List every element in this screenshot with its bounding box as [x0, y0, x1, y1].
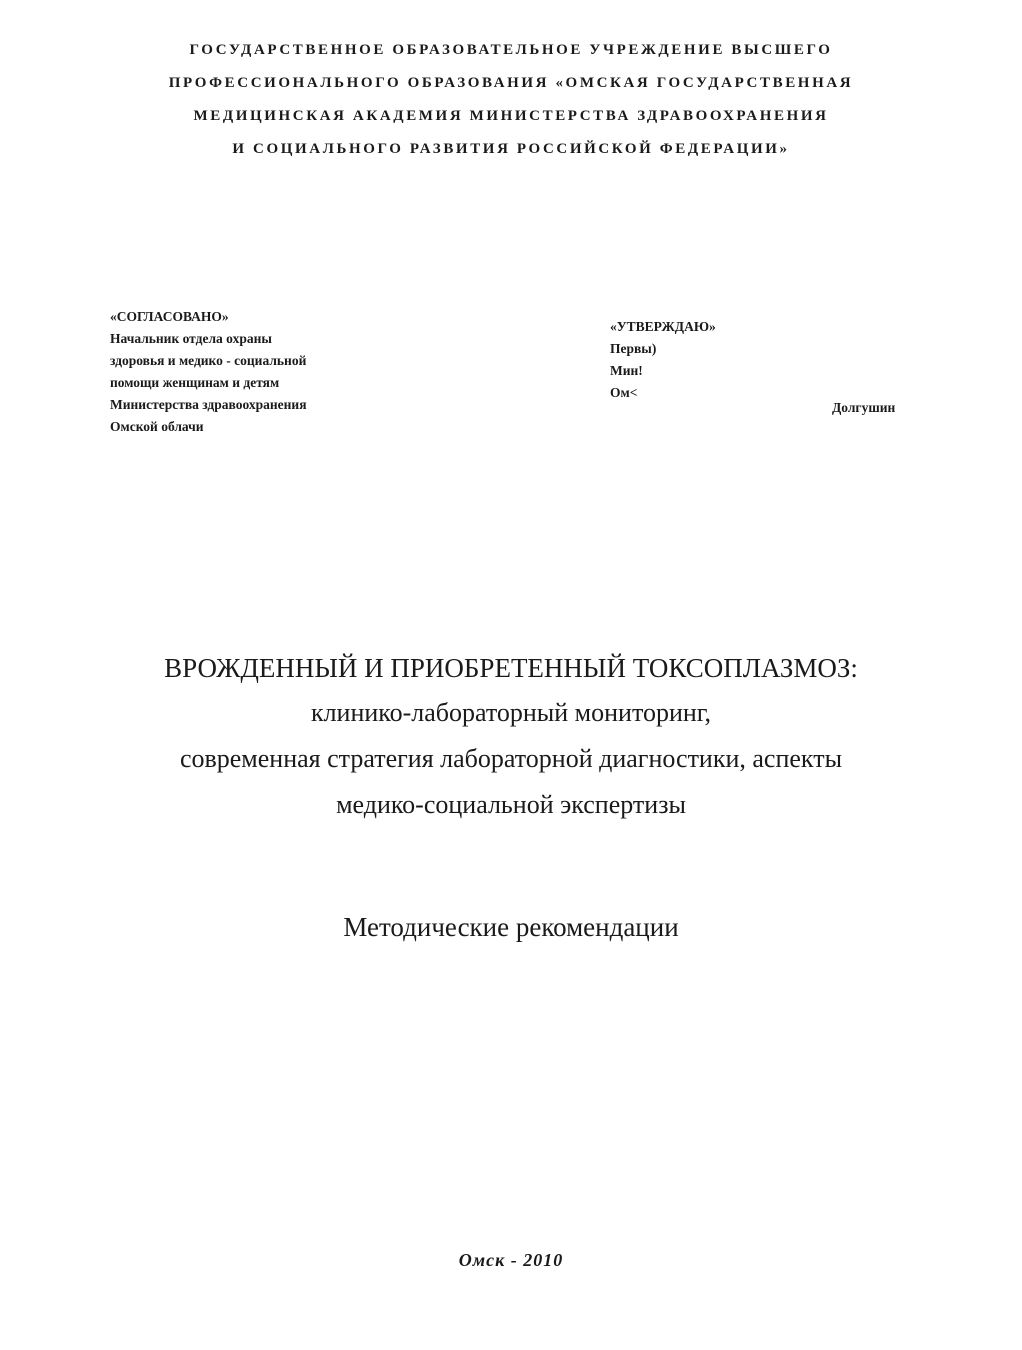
approve-line: Первы) — [610, 341, 657, 356]
header-line: МЕДИЦИНСКАЯ АКАДЕМИЯ МИНИСТЕРСТВА ЗДРАВООХРАНЕНИЯ — [193, 108, 829, 124]
main-title: ВРОЖДЕННЫЙ И ПРИОБРЕТЕННЫЙ ТОКСОПЛАЗМОЗ: — [164, 653, 858, 683]
agreed-block — [110, 306, 410, 438]
agreed-line: Омской облачи — [110, 419, 204, 434]
subtitle-line: клинико-лабораторный мониторинг, — [310, 698, 712, 727]
subtitle-line: медико-социальной экспертизы — [336, 790, 686, 819]
header-line: И СОЦИАЛЬНОГО РАЗВИТИЯ РОССИЙСКОЙ ФЕДЕРАЦИИ» — [232, 141, 790, 157]
agreed-line: Начальник отдела охраны — [110, 331, 272, 346]
signature-name: Долгушин — [832, 400, 896, 415]
approve-block — [610, 316, 810, 404]
agreed-line: помощи женщинам и детям — [110, 375, 280, 390]
header-line: ГОСУДАРСТВЕННОЕ ОБРАЗОВАТЕЛЬНОЕ УЧРЕЖДЕНИЕ ВЫСШЕГО — [189, 42, 833, 58]
agreed-heading: «СОГЛАСОВАНО» — [110, 309, 229, 324]
institution-header — [0, 34, 1022, 166]
footer-place-year: Омск - 2010 — [458, 1250, 564, 1270]
approve-line: Ом< — [610, 385, 638, 400]
approve-heading: «УТВЕРЖДАЮ» — [610, 319, 716, 334]
header-line: ПРОФЕССИОНАЛЬНОГО ОБРАЗОВАНИЯ «ОМСКАЯ ГОСУДАРСТВЕННАЯ — [168, 75, 854, 91]
approve-line: Мин! — [610, 363, 643, 378]
subtitle-line: современная стратегия лабораторной диагностики, аспекты — [179, 744, 843, 773]
title-block — [0, 646, 1022, 828]
agreed-line: здоровья и медико - социальной — [110, 353, 307, 368]
agreed-line: Министерства здравоохранения — [110, 397, 307, 412]
document-type: Методические рекомендации — [343, 912, 679, 942]
